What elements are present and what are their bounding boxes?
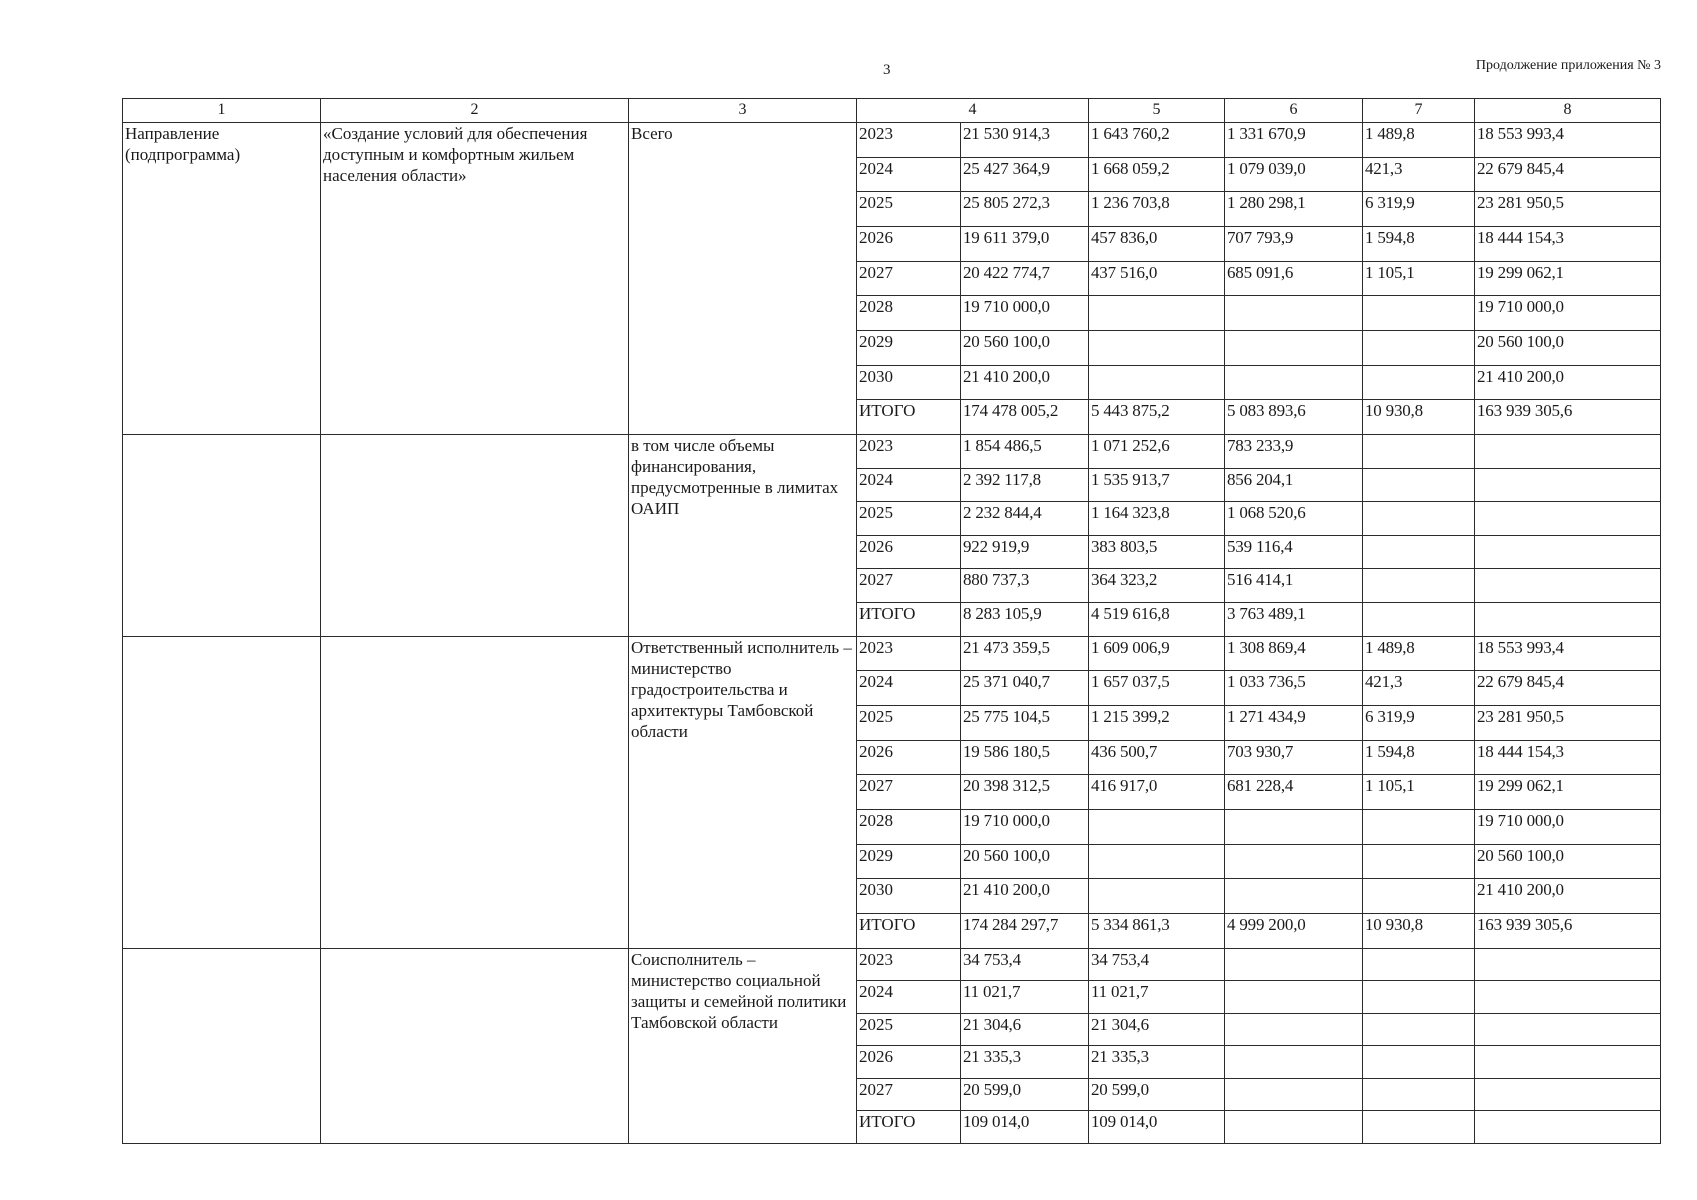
column-header: 1 — [123, 99, 321, 123]
direction-name-cell — [321, 435, 629, 637]
value-cell-c7: 6 319,9 — [1363, 192, 1475, 227]
value-cell-c5: 109 014,0 — [1089, 1111, 1225, 1144]
column-header: 5 — [1089, 99, 1225, 123]
direction-name-cell — [321, 948, 629, 1143]
value-cell-c4: 21 410 200,0 — [961, 365, 1089, 400]
header-note: Продолжение приложения № 3 — [1475, 58, 1661, 73]
value-cell-c5 — [1089, 331, 1225, 366]
value-cell-c5: 1 643 760,2 — [1089, 123, 1225, 158]
year-cell: 2023 — [857, 435, 961, 469]
year-cell: 2030 — [857, 879, 961, 914]
value-cell-c7: 421,3 — [1363, 157, 1475, 192]
value-cell-c5: 34 753,4 — [1089, 948, 1225, 981]
value-cell-c7 — [1363, 1078, 1475, 1111]
value-cell-c6 — [1225, 1046, 1363, 1079]
value-cell-c8 — [1475, 435, 1661, 469]
column-header: 6 — [1225, 99, 1363, 123]
year-cell: ИТОГО — [857, 913, 961, 948]
direction-name-cell — [321, 636, 629, 948]
value-cell-c8 — [1475, 981, 1661, 1014]
value-cell-c4: 21 473 359,5 — [961, 636, 1089, 671]
value-cell-c4: 20 422 774,7 — [961, 261, 1089, 296]
year-cell: 2024 — [857, 981, 961, 1014]
table-body — [123, 99, 1661, 1144]
value-cell-c6 — [1225, 1013, 1363, 1046]
value-cell-c4: 19 611 379,0 — [961, 227, 1089, 262]
year-cell: 2024 — [857, 157, 961, 192]
direction-label-cell: Направление (подпрограмма) — [123, 123, 321, 435]
value-cell-c4: 8 283 105,9 — [961, 603, 1089, 637]
value-cell-c8: 18 444 154,3 — [1475, 740, 1661, 775]
table-row — [123, 123, 1661, 158]
value-cell-c6 — [1225, 296, 1363, 331]
value-cell-c4: 20 560 100,0 — [961, 844, 1089, 879]
value-cell-c7: 421,3 — [1363, 671, 1475, 706]
value-cell-c8: 20 560 100,0 — [1475, 331, 1661, 366]
value-cell-c7 — [1363, 296, 1475, 331]
value-cell-c5: 457 836,0 — [1089, 227, 1225, 262]
value-cell-c4: 19 710 000,0 — [961, 809, 1089, 844]
column-header: 7 — [1363, 99, 1475, 123]
value-cell-c4: 11 021,7 — [961, 981, 1089, 1014]
column-header: 4 — [857, 99, 1089, 123]
section-title-cell: Ответственный исполнитель – министерство градостроительства и архитектуры Тамбовской области — [629, 636, 857, 948]
value-cell-c7 — [1363, 603, 1475, 637]
value-cell-c8: 18 553 993,4 — [1475, 123, 1661, 158]
value-cell-c5 — [1089, 296, 1225, 331]
value-cell-c8: 18 553 993,4 — [1475, 636, 1661, 671]
year-cell: ИТОГО — [857, 400, 961, 435]
direction-label-cell — [123, 636, 321, 948]
value-cell-c6 — [1225, 331, 1363, 366]
value-cell-c8 — [1475, 468, 1661, 502]
value-cell-c5: 21 304,6 — [1089, 1013, 1225, 1046]
value-cell-c6: 5 083 893,6 — [1225, 400, 1363, 435]
value-cell-c5: 436 500,7 — [1089, 740, 1225, 775]
year-cell: 2025 — [857, 705, 961, 740]
value-cell-c5: 5 443 875,2 — [1089, 400, 1225, 435]
value-cell-c4: 21 410 200,0 — [961, 879, 1089, 914]
value-cell-c5: 1 668 059,2 — [1089, 157, 1225, 192]
value-cell-c7: 1 105,1 — [1363, 775, 1475, 810]
value-cell-c4: 1 854 486,5 — [961, 435, 1089, 469]
year-cell: 2026 — [857, 535, 961, 569]
value-cell-c8: 21 410 200,0 — [1475, 879, 1661, 914]
value-cell-c7: 1 594,8 — [1363, 227, 1475, 262]
value-cell-c4: 25 371 040,7 — [961, 671, 1089, 706]
value-cell-c8 — [1475, 1013, 1661, 1046]
value-cell-c5: 416 917,0 — [1089, 775, 1225, 810]
value-cell-c4: 34 753,4 — [961, 948, 1089, 981]
value-cell-c5: 383 803,5 — [1089, 535, 1225, 569]
value-cell-c8 — [1475, 535, 1661, 569]
value-cell-c5: 1 657 037,5 — [1089, 671, 1225, 706]
value-cell-c7: 1 489,8 — [1363, 636, 1475, 671]
value-cell-c6 — [1225, 981, 1363, 1014]
value-cell-c7 — [1363, 502, 1475, 536]
value-cell-c8: 19 299 062,1 — [1475, 261, 1661, 296]
value-cell-c8: 163 939 305,6 — [1475, 400, 1661, 435]
value-cell-c8: 20 560 100,0 — [1475, 844, 1661, 879]
value-cell-c6: 1 280 298,1 — [1225, 192, 1363, 227]
value-cell-c6 — [1225, 365, 1363, 400]
value-cell-c6: 1 331 670,9 — [1225, 123, 1363, 158]
direction-label-cell — [123, 948, 321, 1143]
value-cell-c5 — [1089, 809, 1225, 844]
year-cell: 2023 — [857, 948, 961, 981]
year-cell: 2027 — [857, 569, 961, 603]
value-cell-c4: 2 232 844,4 — [961, 502, 1089, 536]
value-cell-c5: 11 021,7 — [1089, 981, 1225, 1014]
value-cell-c8: 23 281 950,5 — [1475, 192, 1661, 227]
page-number: 3 — [883, 62, 891, 78]
direction-name-cell: «Создание условий для обеспечения доступным и комфортным жильем населения области» — [321, 123, 629, 435]
value-cell-c8 — [1475, 1111, 1661, 1144]
value-cell-c4: 19 586 180,5 — [961, 740, 1089, 775]
column-header: 8 — [1475, 99, 1661, 123]
year-cell: 2026 — [857, 1046, 961, 1079]
year-cell: 2024 — [857, 671, 961, 706]
value-cell-c7 — [1363, 569, 1475, 603]
year-cell: 2027 — [857, 261, 961, 296]
value-cell-c7 — [1363, 879, 1475, 914]
value-cell-c6: 707 793,9 — [1225, 227, 1363, 262]
year-cell: 2027 — [857, 775, 961, 810]
table-row — [123, 435, 1661, 469]
year-cell: 2028 — [857, 809, 961, 844]
year-cell: 2023 — [857, 636, 961, 671]
year-cell: 2026 — [857, 227, 961, 262]
value-cell-c5: 364 323,2 — [1089, 569, 1225, 603]
value-cell-c5: 5 334 861,3 — [1089, 913, 1225, 948]
value-cell-c4: 20 560 100,0 — [961, 331, 1089, 366]
year-cell: 2024 — [857, 468, 961, 502]
value-cell-c6 — [1225, 844, 1363, 879]
value-cell-c8: 18 444 154,3 — [1475, 227, 1661, 262]
value-cell-c8 — [1475, 948, 1661, 981]
section-title-cell: Соисполнитель – министерство социальной защиты и семейной политики Тамбовской области — [629, 948, 857, 1143]
value-cell-c6: 3 763 489,1 — [1225, 603, 1363, 637]
value-cell-c5: 1 164 323,8 — [1089, 502, 1225, 536]
value-cell-c5: 1 236 703,8 — [1089, 192, 1225, 227]
column-header: 3 — [629, 99, 857, 123]
value-cell-c7 — [1363, 844, 1475, 879]
value-cell-c4: 25 427 364,9 — [961, 157, 1089, 192]
year-cell: ИТОГО — [857, 1111, 961, 1144]
value-cell-c7 — [1363, 948, 1475, 981]
value-cell-c5: 4 519 616,8 — [1089, 603, 1225, 637]
value-cell-c6: 1 271 434,9 — [1225, 705, 1363, 740]
header-row — [123, 99, 1661, 123]
value-cell-c4: 25 805 272,3 — [961, 192, 1089, 227]
value-cell-c6: 1 068 520,6 — [1225, 502, 1363, 536]
value-cell-c7 — [1363, 331, 1475, 366]
value-cell-c4: 21 304,6 — [961, 1013, 1089, 1046]
value-cell-c8: 22 679 845,4 — [1475, 157, 1661, 192]
year-cell: 2023 — [857, 123, 961, 158]
value-cell-c5 — [1089, 879, 1225, 914]
value-cell-c6: 783 233,9 — [1225, 435, 1363, 469]
value-cell-c4: 20 398 312,5 — [961, 775, 1089, 810]
value-cell-c5: 1 535 913,7 — [1089, 468, 1225, 502]
section-title-cell: Всего — [629, 123, 857, 435]
table-row — [123, 948, 1661, 981]
value-cell-c6: 539 116,4 — [1225, 535, 1363, 569]
value-cell-c6: 1 308 869,4 — [1225, 636, 1363, 671]
value-cell-c6 — [1225, 948, 1363, 981]
value-cell-c8: 23 281 950,5 — [1475, 705, 1661, 740]
value-cell-c4: 109 014,0 — [961, 1111, 1089, 1144]
value-cell-c8: 163 939 305,6 — [1475, 913, 1661, 948]
value-cell-c5 — [1089, 365, 1225, 400]
value-cell-c6 — [1225, 879, 1363, 914]
value-cell-c7 — [1363, 1046, 1475, 1079]
value-cell-c7 — [1363, 809, 1475, 844]
value-cell-c5: 20 599,0 — [1089, 1078, 1225, 1111]
value-cell-c5: 21 335,3 — [1089, 1046, 1225, 1079]
value-cell-c6: 1 079 039,0 — [1225, 157, 1363, 192]
value-cell-c8 — [1475, 1078, 1661, 1111]
value-cell-c5: 1 609 006,9 — [1089, 636, 1225, 671]
year-cell: 2025 — [857, 1013, 961, 1046]
value-cell-c7: 10 930,8 — [1363, 913, 1475, 948]
value-cell-c4: 21 335,3 — [961, 1046, 1089, 1079]
year-cell: 2026 — [857, 740, 961, 775]
year-cell: 2029 — [857, 844, 961, 879]
value-cell-c5: 1 071 252,6 — [1089, 435, 1225, 469]
table-row — [123, 636, 1661, 671]
value-cell-c4: 2 392 117,8 — [961, 468, 1089, 502]
value-cell-c8: 21 410 200,0 — [1475, 365, 1661, 400]
value-cell-c7 — [1363, 435, 1475, 469]
value-cell-c4: 174 478 005,2 — [961, 400, 1089, 435]
year-cell: 2027 — [857, 1078, 961, 1111]
value-cell-c7: 1 489,8 — [1363, 123, 1475, 158]
value-cell-c7 — [1363, 468, 1475, 502]
value-cell-c5 — [1089, 844, 1225, 879]
value-cell-c8 — [1475, 603, 1661, 637]
value-cell-c7: 1 105,1 — [1363, 261, 1475, 296]
value-cell-c6: 1 033 736,5 — [1225, 671, 1363, 706]
value-cell-c8 — [1475, 569, 1661, 603]
value-cell-c7 — [1363, 365, 1475, 400]
financing-table — [122, 98, 1661, 1144]
value-cell-c6: 516 414,1 — [1225, 569, 1363, 603]
value-cell-c7 — [1363, 981, 1475, 1014]
section-title-cell: в том числе объемы финансирования, предусмотренные в лимитах ОАИП — [629, 435, 857, 637]
value-cell-c4: 922 919,9 — [961, 535, 1089, 569]
value-cell-c6 — [1225, 1078, 1363, 1111]
value-cell-c8: 22 679 845,4 — [1475, 671, 1661, 706]
year-cell: 2028 — [857, 296, 961, 331]
value-cell-c6: 703 930,7 — [1225, 740, 1363, 775]
value-cell-c4: 20 599,0 — [961, 1078, 1089, 1111]
value-cell-c8: 19 710 000,0 — [1475, 809, 1661, 844]
value-cell-c7 — [1363, 535, 1475, 569]
value-cell-c4: 880 737,3 — [961, 569, 1089, 603]
value-cell-c7: 1 594,8 — [1363, 740, 1475, 775]
year-cell: 2025 — [857, 502, 961, 536]
year-cell: 2030 — [857, 365, 961, 400]
value-cell-c6: 856 204,1 — [1225, 468, 1363, 502]
direction-label-cell — [123, 435, 321, 637]
value-cell-c6: 685 091,6 — [1225, 261, 1363, 296]
value-cell-c6: 4 999 200,0 — [1225, 913, 1363, 948]
value-cell-c6: 681 228,4 — [1225, 775, 1363, 810]
value-cell-c5: 437 516,0 — [1089, 261, 1225, 296]
column-header: 2 — [321, 99, 629, 123]
value-cell-c8: 19 710 000,0 — [1475, 296, 1661, 331]
year-cell: 2029 — [857, 331, 961, 366]
value-cell-c4: 174 284 297,7 — [961, 913, 1089, 948]
value-cell-c8 — [1475, 1046, 1661, 1079]
value-cell-c6 — [1225, 809, 1363, 844]
value-cell-c7: 6 319,9 — [1363, 705, 1475, 740]
value-cell-c7: 10 930,8 — [1363, 400, 1475, 435]
year-cell: 2025 — [857, 192, 961, 227]
value-cell-c7 — [1363, 1111, 1475, 1144]
value-cell-c4: 19 710 000,0 — [961, 296, 1089, 331]
value-cell-c4: 25 775 104,5 — [961, 705, 1089, 740]
value-cell-c8 — [1475, 502, 1661, 536]
value-cell-c4: 21 530 914,3 — [961, 123, 1089, 158]
year-cell: ИТОГО — [857, 603, 961, 637]
value-cell-c6 — [1225, 1111, 1363, 1144]
value-cell-c8: 19 299 062,1 — [1475, 775, 1661, 810]
value-cell-c5: 1 215 399,2 — [1089, 705, 1225, 740]
value-cell-c7 — [1363, 1013, 1475, 1046]
